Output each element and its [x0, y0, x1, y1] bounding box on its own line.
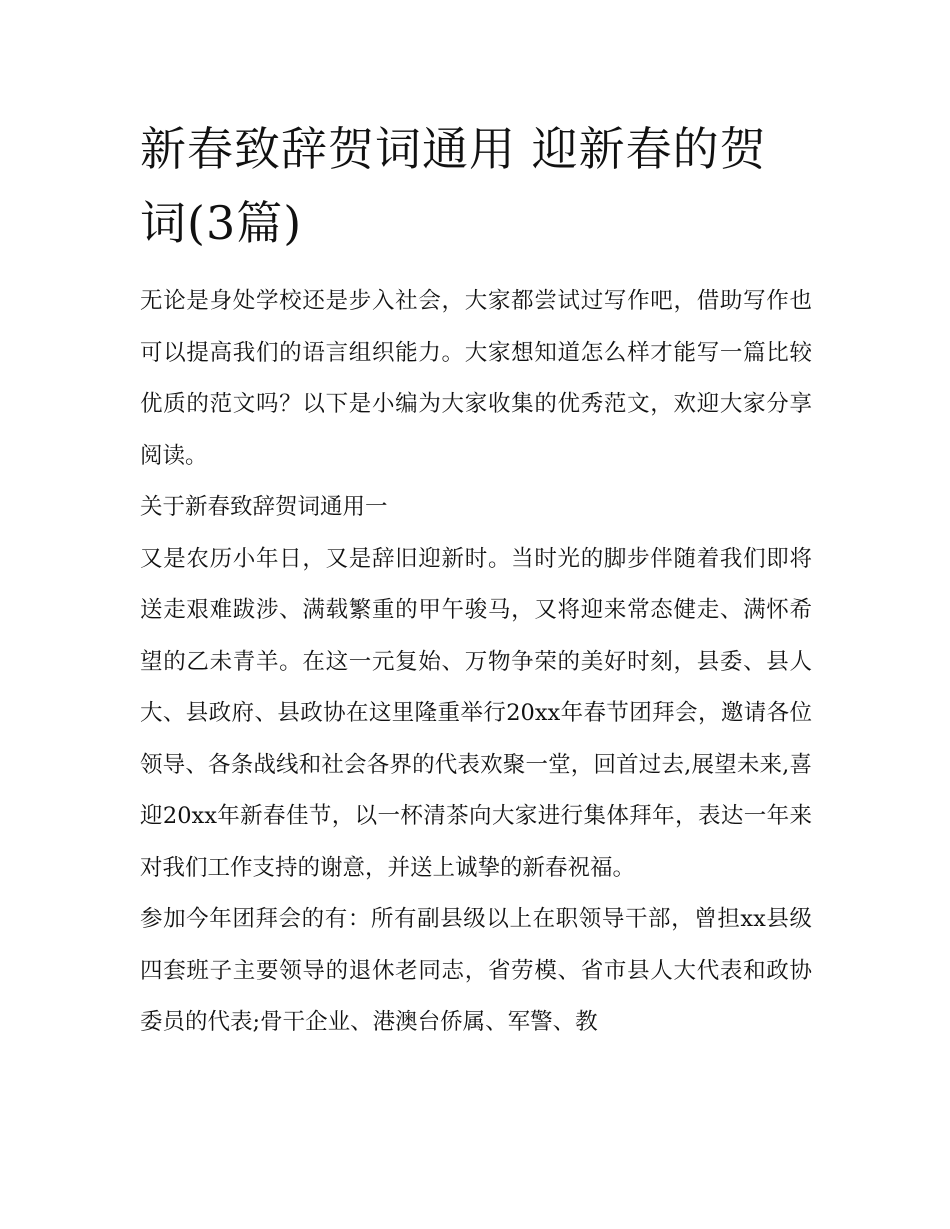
document-title: 新春致辞贺词通用 迎新春的贺词(3篇): [140, 122, 767, 250]
body-paragraph-2: 参加今年团拜会的有：所有副县级以上在职领导干部，曾担xx县级四套班子主要领导的退休老同志，省劳模、省市县人大代表和政协委员的代表;骨干企业、港澳台侨属、军警、教: [140, 906, 812, 1035]
section-heading: 关于新春致辞贺词通用一: [140, 494, 388, 520]
body-paragraph-1: 又是农历小年日，又是辞旧迎新时。当时光的脚步伴随着我们即将送走艰难跋涉、满载繁重的甲午骏马，又将迎来常态健走、满怀希望的乙未青羊。在这一元复始、万物争荣的美好时刻，县委、县人大、县政府、县政协在这里隆重举行20xx年春节团拜会，邀请各位领导、各条战线和社会各界的代表欢聚一堂，回首过去,展望未来,喜迎20xx年新春佳节，以一杯清茶向大家进行集体拜年，表达一年来对我们工作支持的谢意，并送上诚挚的新春祝福。: [140, 545, 812, 881]
intro-paragraph: 无论是身处学校还是步入社会，大家都尝试过写作吧，借助写作也可以提高我们的语言组织能力。大家想知道怎么样才能写一篇比较优质的范文吗？以下是小编为大家收集的优秀范文，欢迎大家分享阅读。: [140, 288, 812, 469]
